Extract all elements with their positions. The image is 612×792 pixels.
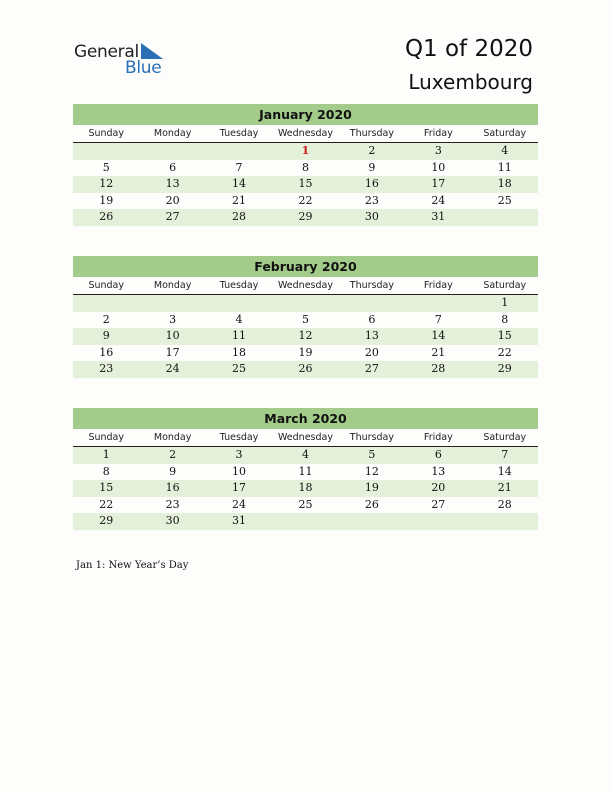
week-row	[73, 513, 538, 530]
weekday-label: Monday	[153, 280, 192, 291]
day-cell: 5	[102, 160, 110, 174]
weekday-label: Monday	[153, 432, 192, 443]
day-cell: 9	[102, 329, 110, 342]
month-header: March 2020	[73, 408, 538, 429]
day-cell: 28	[431, 362, 446, 375]
empty-day-cell	[206, 295, 272, 312]
day-cell: 19	[364, 481, 379, 494]
day-cell: 27	[165, 210, 180, 223]
empty-day-cell	[405, 295, 471, 312]
day-cell: 12	[364, 464, 379, 478]
weekday-label: Sunday	[88, 128, 124, 139]
day-cell: 29	[497, 362, 512, 375]
day-cell: 6	[169, 160, 177, 174]
weekday-header-row	[73, 277, 538, 295]
logo-text-blue: Blue	[125, 58, 162, 78]
day-cell: 10	[431, 160, 446, 174]
week-row	[73, 480, 538, 497]
weeks-container	[73, 143, 538, 226]
day-cell: 14	[497, 464, 512, 478]
day-cell: 25	[232, 362, 247, 375]
weekday-label: Saturday	[483, 432, 527, 443]
day-cell: 8	[501, 312, 509, 326]
page-title: Q1 of 2020	[404, 36, 533, 62]
day-cell: 15	[497, 329, 512, 342]
day-cell: 20	[165, 193, 180, 207]
day-cell: 19	[298, 345, 313, 359]
day-cell: 24	[165, 362, 180, 375]
day-cell: 22	[298, 193, 313, 207]
weekday-label: Thursday	[349, 432, 394, 443]
week-row	[73, 361, 538, 378]
day-cell: 23	[99, 362, 114, 375]
day-cell: 10	[165, 329, 180, 342]
empty-day-cell	[73, 295, 139, 312]
day-cell: 9	[368, 160, 376, 174]
day-cell: 18	[298, 481, 313, 494]
day-cell: 11	[497, 160, 512, 174]
empty-day-cell	[139, 295, 205, 312]
holiday-note: Jan 1: New Year’s Day	[76, 560, 189, 571]
day-cell: 3	[169, 312, 177, 326]
day-cell: 15	[99, 481, 114, 494]
day-cell: 13	[431, 464, 446, 478]
weeks-container	[73, 295, 538, 378]
day-cell: 26	[298, 362, 313, 375]
empty-day-cell	[272, 513, 338, 530]
day-cell: 26	[99, 210, 114, 223]
weekday-label: Friday	[423, 280, 453, 291]
weekday-label: Wednesday	[277, 280, 333, 291]
day-cell: 22	[497, 345, 512, 359]
day-cell: 4	[501, 144, 509, 157]
day-cell: 26	[364, 497, 379, 511]
day-cell: 23	[364, 193, 379, 207]
day-cell: 16	[165, 481, 180, 494]
day-cell: 4	[235, 312, 243, 326]
day-cell: 24	[232, 497, 247, 511]
weekday-label: Friday	[423, 128, 453, 139]
week-row	[73, 345, 538, 362]
day-cell: 11	[298, 464, 313, 478]
weekday-label: Thursday	[349, 280, 394, 291]
empty-day-cell	[139, 143, 205, 160]
day-cell: 21	[497, 481, 512, 494]
day-cell: 31	[232, 514, 247, 527]
day-cell: 28	[232, 210, 247, 223]
empty-day-cell	[472, 209, 538, 226]
day-cell: 17	[165, 345, 180, 359]
day-cell: 6	[368, 312, 376, 326]
day-cell: 20	[364, 345, 379, 359]
day-cell: 6	[434, 448, 442, 461]
week-row	[73, 143, 538, 160]
day-cell: 9	[169, 464, 177, 478]
week-row	[73, 497, 538, 514]
month-calendar-january	[73, 104, 538, 226]
day-cell: 24	[431, 193, 446, 207]
day-cell: 2	[368, 144, 376, 157]
day-cell: 13	[165, 177, 180, 190]
day-cell: 1	[102, 448, 110, 461]
empty-day-cell	[339, 513, 405, 530]
empty-day-cell	[272, 295, 338, 312]
weekday-label: Tuesday	[219, 128, 259, 139]
day-cell: 15	[298, 177, 313, 190]
day-cell: 27	[431, 497, 446, 511]
month-calendar-february	[73, 256, 538, 378]
day-cell: 7	[434, 312, 442, 326]
day-cell: 11	[232, 329, 247, 342]
weeks-container	[73, 447, 538, 530]
week-row	[73, 312, 538, 329]
generalblue-logo	[74, 40, 174, 80]
weekday-header-row	[73, 429, 538, 447]
day-cell: 21	[232, 193, 247, 207]
weekday-label: Friday	[423, 432, 453, 443]
day-cell: 19	[99, 193, 114, 207]
weekday-label: Tuesday	[219, 280, 259, 291]
day-cell: 3	[434, 144, 442, 157]
weekday-label: Saturday	[483, 128, 527, 139]
day-cell: 16	[364, 177, 379, 190]
day-cell: 12	[99, 177, 114, 190]
weekday-label: Sunday	[88, 280, 124, 291]
day-cell: 2	[102, 312, 110, 326]
day-cell: 17	[431, 177, 446, 190]
day-cell: 3	[235, 448, 243, 461]
month-calendar-march	[73, 408, 538, 530]
day-cell: 23	[165, 497, 180, 511]
day-cell: 8	[102, 464, 110, 478]
day-cell: 17	[232, 481, 247, 494]
day-cell: 18	[497, 177, 512, 190]
empty-day-cell	[339, 295, 405, 312]
day-cell: 30	[165, 514, 180, 527]
week-row	[73, 447, 538, 464]
day-cell: 21	[431, 345, 446, 359]
day-cell: 4	[301, 448, 309, 461]
month-header: January 2020	[73, 104, 538, 125]
day-cell: 28	[497, 497, 512, 511]
day-cell: 29	[99, 514, 114, 527]
day-cell: 25	[298, 497, 313, 511]
day-cell: 7	[235, 160, 243, 174]
day-cell: 5	[301, 312, 309, 326]
logo-text-general: General	[74, 42, 139, 62]
day-cell: 1	[501, 296, 509, 309]
day-cell: 13	[364, 329, 379, 342]
country-name: Luxembourg	[408, 70, 533, 94]
weekday-label: Sunday	[88, 432, 124, 443]
weekday-label: Wednesday	[277, 128, 333, 139]
day-cell: 16	[99, 345, 114, 359]
weekday-label: Tuesday	[219, 432, 259, 443]
weekday-label: Saturday	[483, 280, 527, 291]
week-row	[73, 464, 538, 481]
weekday-label: Monday	[153, 128, 192, 139]
week-row	[73, 193, 538, 210]
day-cell: 5	[368, 448, 376, 461]
empty-day-cell	[405, 513, 471, 530]
week-row	[73, 160, 538, 177]
day-cell: 30	[364, 210, 379, 223]
day-cell: 31	[431, 210, 446, 223]
day-cell: 1	[301, 144, 310, 157]
day-cell: 29	[298, 210, 313, 223]
day-cell: 22	[99, 497, 114, 511]
empty-day-cell	[73, 143, 139, 160]
day-cell: 10	[232, 464, 247, 478]
day-cell: 27	[364, 362, 379, 375]
weekday-label: Wednesday	[277, 432, 333, 443]
day-cell: 20	[431, 481, 446, 494]
weekday-header-row	[73, 125, 538, 143]
day-cell: 2	[169, 448, 177, 461]
month-header: February 2020	[73, 256, 538, 277]
week-row	[73, 295, 538, 312]
empty-day-cell	[472, 513, 538, 530]
weekday-label: Thursday	[349, 128, 394, 139]
day-cell: 18	[232, 345, 247, 359]
day-cell: 25	[497, 193, 512, 207]
logo-triangle-icon	[141, 43, 163, 59]
week-row	[73, 176, 538, 193]
day-cell: 14	[431, 329, 446, 342]
empty-day-cell	[206, 143, 272, 160]
week-row	[73, 328, 538, 345]
day-cell: 14	[232, 177, 247, 190]
day-cell: 12	[298, 329, 313, 342]
day-cell: 8	[301, 160, 309, 174]
day-cell: 7	[501, 448, 509, 461]
week-row	[73, 209, 538, 226]
